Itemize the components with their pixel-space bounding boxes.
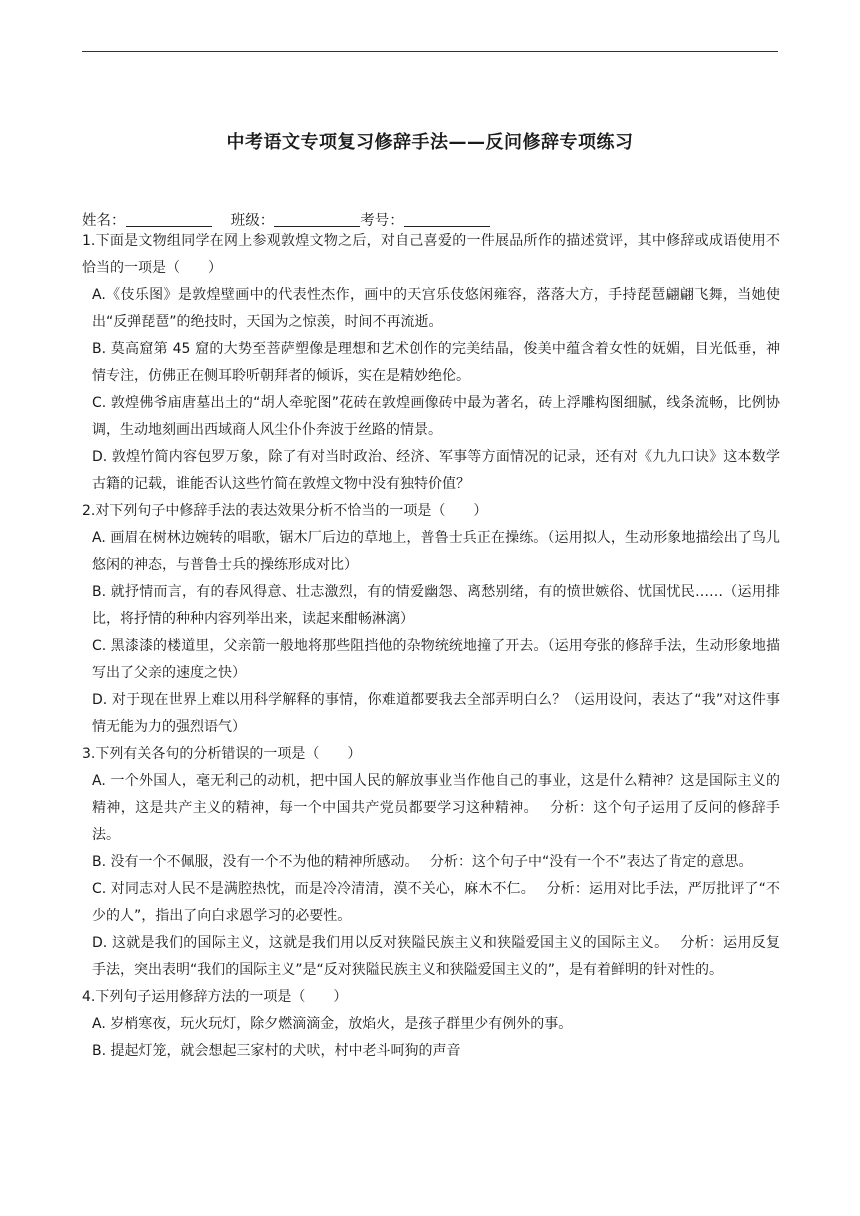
question-stem: 1.下面是文物组同学在网上参观敦煌文物之后，对自己喜爱的一件展品所作的描述赏评，其中修辞或成语使用不恰当的一项是（ ） — [82, 233, 780, 276]
question-stem: 3.下列有关各句的分析错误的一项是（ ） — [82, 746, 362, 762]
question-3 — [82, 741, 780, 984]
student-info-line — [82, 209, 490, 230]
option-b: B. 没有一个不佩服，没有一个不为他的精神所感动。 分析：这个句子中“没有一个不”表达了肯定的意思。 — [92, 854, 753, 870]
number-blank[interactable] — [404, 212, 490, 227]
option-b: B. 提起灯笼，就会想起三家村的犬吠，村中老斗呵狗的声音 — [92, 1043, 461, 1059]
question-2 — [82, 498, 780, 741]
option-c: C. 对同志对人民不是满腔热忱，而是冷冷清清，漠不关心，麻木不仁。 分析：运用对比手法，严厉批评了“不少的人”，指出了向白求恩学习的必要性。 — [92, 881, 780, 924]
class-blank[interactable] — [274, 212, 360, 227]
question-stem: 4.下列句子运用修辞方法的一项是（ ） — [82, 989, 348, 1005]
option-d: D. 敦煌竹简内容包罗万象，除了有对当时政治、经济、军事等方面情况的记录，还有对《九九口诀》这本数学古籍的记载，谁能否认这些竹简在敦煌文物中没有独特价值？ — [92, 449, 780, 492]
option-c: C. 黑漆漆的楼道里，父亲箭一般地将那些阻挡他的杂物统统地撞了开去。（运用夸张的修辞手法，生动形象地描写出了父亲的速度之快） — [92, 638, 780, 681]
question-stem: 2.对下列句子中修辞手法的表达效果分析不恰当的一项是（ ） — [82, 503, 488, 519]
question-list — [82, 228, 780, 1065]
option-b: B. 就抒情而言，有的春风得意、壮志激烈，有的情爱幽怨、离愁别绪，有的愤世嫉俗、忧国忧民……（运用排比，将抒情的种种内容列举出来，读起来酣畅淋漓） — [92, 584, 780, 627]
header-rule — [82, 51, 778, 52]
option-a: A.《伎乐图》是敦煌壁画中的代表性杰作，画中的天宫乐伎悠闲雍容，落落大方，手持琵琶翩翩飞舞，当她使出“反弹琵琶”的绝技时，天国为之惊羡，时间不再流逝。 — [92, 287, 780, 330]
option-a: A. 岁梢寒夜，玩火玩灯，除夕燃滴滴金，放焰火，是孩子群里少有例外的事。 — [92, 1016, 573, 1032]
option-d: D. 这就是我们的国际主义，这就是我们用以反对狭隘民族主义和狭隘爱国主义的国际主义。 分析：运用反复手法，突出表明“我们的国际主义”是“反对狭隘民族主义和狭隘爱国主义的”，是有着鲜明的针对性的。 — [92, 935, 780, 978]
question-1 — [82, 228, 780, 498]
class-label: 班级： — [230, 213, 275, 229]
option-a: A. 画眉在树林边婉转的唱歌，锯木厂后边的草地上，普鲁士兵正在操练。（运用拟人，生动形象地描绘出了鸟儿悠闲的神态，与普鲁士兵的操练形成对比） — [92, 530, 780, 573]
option-d: D. 对于现在世界上难以用科学解释的事情，你难道都要我去全部弄明白么？（运用设问，表达了“我”对这件事情无能为力的强烈语气） — [92, 692, 780, 735]
name-blank[interactable] — [126, 212, 212, 227]
option-c: C. 敦煌佛爷庙唐墓出土的“胡人牵驼图”花砖在敦煌画像砖中最为著名，砖上浮雕构图细腻，线条流畅，比例协调，生动地刻画出西域商人风尘仆仆奔波于丝路的情景。 — [92, 395, 780, 438]
number-label: 考号： — [360, 213, 404, 229]
question-4 — [82, 984, 780, 1065]
page-title: 中考语文专项复习修辞手法——反问修辞专项练习 — [226, 132, 634, 153]
option-a: A. 一个外国人，毫无利己的动机，把中国人民的解放事业当作他自己的事业，这是什么精神？这是国际主义的精神，这是共产主义的精神，每一个中国共产党员都要学习这种精神。 分析：这个句子运用了反问的修辞手法。 — [92, 773, 780, 843]
option-b: B. 莫高窟第 45 窟的大势至菩萨塑像是理想和艺术创作的完美结晶，俊美中蕴含着女性的妩媚，目光低垂，神情专注，仿佛正在侧耳聆听朝拜者的倾诉，实在是精妙绝伦。 — [92, 341, 780, 384]
name-label: 姓名： — [82, 213, 126, 229]
